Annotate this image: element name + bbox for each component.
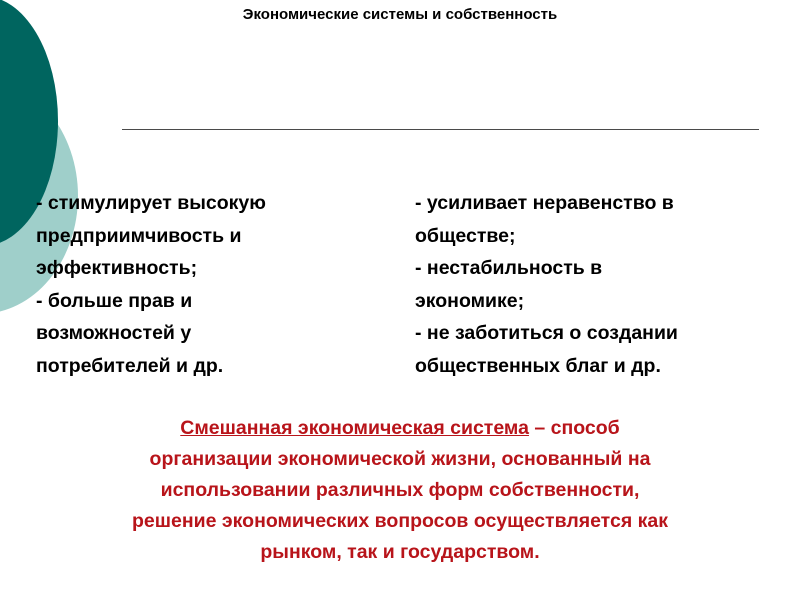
disadvantages-line: обществе; [415,224,516,247]
advantages-line: - больше прав и [36,289,193,312]
disadvantages-line: - не заботиться о создании [415,322,678,344]
disadvantages-line: - усиливает неравенство в [415,192,674,214]
advantages-line: предприимчивость и [36,224,242,247]
definition-line1-rest: – способ [528,417,620,439]
advantages-line: эффективность; [36,257,198,279]
definition-term: Смешанная экономическая система [180,417,529,439]
definition-line: рынком, так и государством. [260,541,540,563]
advantages-line: потребителей и др. [36,354,224,377]
disadvantages-line: - нестабильность в [415,257,603,279]
definition-line: организации экономической жизни, основанный на [149,448,651,470]
slide-title: Экономические системы и собственность [242,6,558,23]
advantages-line: - стимулирует высокую [36,192,266,214]
definition-line: использовании различных форм собственности, [160,479,640,501]
advantages-line: возможностей у [36,322,192,344]
divider-line [122,129,759,130]
disadvantages-line: общественных благ и др. [415,354,661,377]
definition-line: решение экономических вопросов осуществляется как [132,510,668,532]
disadvantages-line: экономике; [415,289,525,312]
advantages-list [36,187,376,382]
definition-line [18,413,782,444]
mixed-system-definition [18,413,782,568]
disadvantages-list [415,187,790,382]
